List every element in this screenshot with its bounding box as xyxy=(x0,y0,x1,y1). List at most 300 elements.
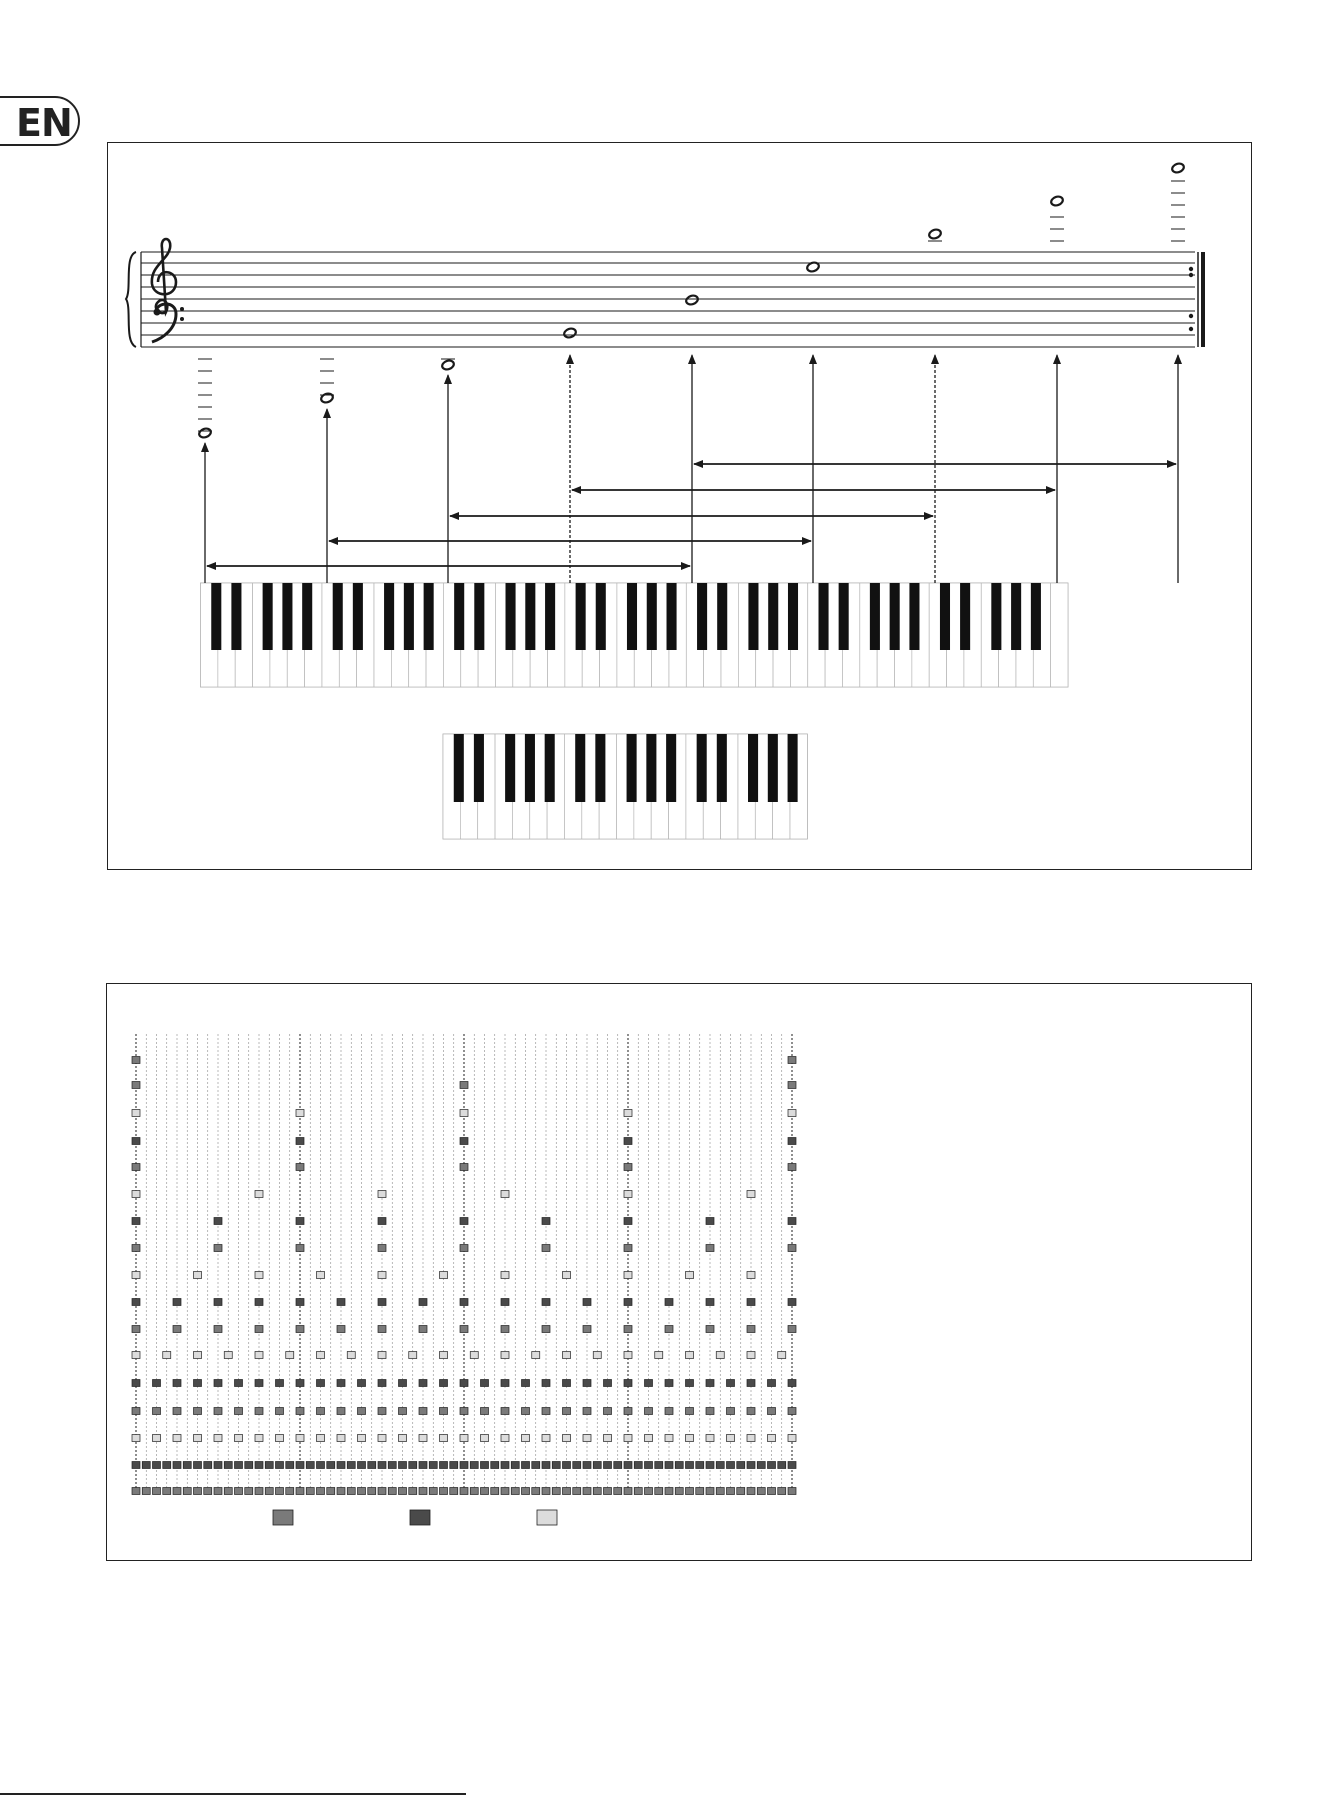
sequencer-cell xyxy=(511,1488,519,1495)
sequencer-cell xyxy=(706,1299,714,1306)
sequencer-cell xyxy=(614,1462,622,1469)
sequencer-cell xyxy=(153,1488,161,1495)
sequencer-cell xyxy=(788,1380,796,1387)
sequencer-cell xyxy=(624,1191,632,1198)
sequencer-cell xyxy=(747,1191,755,1198)
sequencer-cell xyxy=(563,1462,571,1469)
sequencer-cell xyxy=(716,1352,724,1359)
sequencer-cell xyxy=(173,1408,181,1415)
sequencer-cell xyxy=(604,1380,612,1387)
sequencer-cell xyxy=(788,1435,796,1442)
sequencer-cell xyxy=(788,1488,796,1495)
sequencer-cell xyxy=(747,1380,755,1387)
sequencer-cell xyxy=(460,1380,468,1387)
sequencer-cell xyxy=(235,1380,243,1387)
sequencer-cell xyxy=(214,1488,222,1495)
repeat-dot xyxy=(1189,273,1193,277)
black-key xyxy=(839,583,849,650)
black-key xyxy=(667,583,677,650)
black-key xyxy=(231,583,241,650)
sequencer-cell xyxy=(624,1462,632,1469)
black-key xyxy=(302,583,312,650)
sequencer-cell xyxy=(132,1299,140,1306)
sequencer-cell xyxy=(624,1218,632,1225)
sequencer-cell xyxy=(624,1110,632,1117)
sequencer-cell xyxy=(706,1326,714,1333)
note-col-2 xyxy=(320,392,334,404)
sequencer-cell xyxy=(470,1462,478,1469)
sequencer-cell xyxy=(491,1488,499,1495)
sequencer-cell xyxy=(624,1164,632,1171)
sequencer-cell xyxy=(624,1138,632,1145)
keyboard-small xyxy=(443,734,807,839)
sequencer-cell xyxy=(563,1380,571,1387)
sequencer-cell xyxy=(686,1408,694,1415)
sequencer-cell xyxy=(727,1408,735,1415)
sequencer-legend xyxy=(273,1510,557,1525)
sequencer-cell xyxy=(542,1326,550,1333)
sequencer-cell xyxy=(788,1218,796,1225)
sequencer-cell xyxy=(132,1191,140,1198)
sequencer-cell xyxy=(153,1380,161,1387)
sequencer-cell xyxy=(696,1462,704,1469)
sequencer-cell xyxy=(163,1352,171,1359)
sequencer-cell xyxy=(214,1299,222,1306)
bass-clef-dot xyxy=(180,317,184,321)
sequencer-cell xyxy=(378,1272,386,1279)
sequencer-cell xyxy=(768,1435,776,1442)
sequencer-cell xyxy=(255,1299,263,1306)
sequencer-cell xyxy=(778,1488,786,1495)
sequencer-cell xyxy=(132,1488,140,1495)
sequencer-cell xyxy=(788,1326,796,1333)
sequencer-cell xyxy=(235,1488,243,1495)
sequencer-cell xyxy=(583,1462,591,1469)
sequencer-cell xyxy=(573,1462,581,1469)
sequencer-cell xyxy=(153,1462,161,1469)
sequencer-cell xyxy=(419,1435,427,1442)
sequencer-cell xyxy=(460,1488,468,1495)
sequencer-cell xyxy=(686,1380,694,1387)
sequencer-cell xyxy=(378,1326,386,1333)
bass-clef-head xyxy=(154,309,161,316)
sequencer-cell xyxy=(706,1380,714,1387)
sequencer-cell xyxy=(440,1380,448,1387)
note-head xyxy=(685,294,699,306)
sequencer-cell xyxy=(265,1462,273,1469)
sequencer-cell xyxy=(491,1462,499,1469)
sequencer-cell xyxy=(634,1488,642,1495)
sequencer-cell xyxy=(511,1462,519,1469)
note-col-1 xyxy=(198,427,212,439)
sequencer-cell xyxy=(132,1164,140,1171)
black-key xyxy=(768,583,778,650)
black-key xyxy=(282,583,292,650)
sequencer-cell xyxy=(358,1462,366,1469)
sequencer-cell xyxy=(665,1435,673,1442)
sequencer-cell xyxy=(665,1408,673,1415)
black-key xyxy=(646,734,656,802)
sequencer-cell xyxy=(204,1462,212,1469)
ledgers-col-2 xyxy=(320,359,334,395)
sequencer-cell xyxy=(460,1110,468,1117)
legend-swatch-light xyxy=(537,1510,557,1525)
sequencer-cell xyxy=(716,1488,724,1495)
sequencer-cell xyxy=(747,1272,755,1279)
sequencer-cell xyxy=(296,1245,304,1252)
sequencer-cell xyxy=(409,1462,417,1469)
sequencer-cell xyxy=(460,1435,468,1442)
sequencer-cell xyxy=(173,1462,181,1469)
sequencer-cell xyxy=(173,1435,181,1442)
sequencer-cell xyxy=(665,1326,673,1333)
sequencer-cell xyxy=(409,1488,417,1495)
sequencer-cell xyxy=(378,1408,386,1415)
sequencer-cell xyxy=(337,1326,345,1333)
black-key xyxy=(506,583,516,650)
sequencer-cell xyxy=(296,1138,304,1145)
black-key xyxy=(909,583,919,650)
sequencer-cell xyxy=(194,1352,202,1359)
sequencer-cell xyxy=(686,1462,694,1469)
keyboard-main xyxy=(201,583,1069,687)
sequencer-cell xyxy=(296,1110,304,1117)
sequencer-cell xyxy=(788,1462,796,1469)
sequencer-cell xyxy=(440,1435,448,1442)
black-key xyxy=(596,583,606,650)
sequencer-cell xyxy=(563,1435,571,1442)
sequencer-cell xyxy=(224,1352,232,1359)
sequencer-cell xyxy=(460,1138,468,1145)
note-head xyxy=(198,427,212,439)
note-col-8 xyxy=(1050,195,1064,207)
sequencer-cell xyxy=(573,1488,581,1495)
sequencer-cell xyxy=(317,1488,325,1495)
sequencer-cell xyxy=(645,1408,653,1415)
sequencer-cell xyxy=(542,1488,550,1495)
sequencer-cell xyxy=(747,1326,755,1333)
note-col-5 xyxy=(685,294,699,306)
black-key xyxy=(717,734,727,802)
sequencer-cell xyxy=(296,1326,304,1333)
sequencer-cell xyxy=(440,1352,448,1359)
sequencer-cell xyxy=(624,1352,632,1359)
sequencer-cell xyxy=(624,1435,632,1442)
sequencer-cell xyxy=(388,1488,396,1495)
sequencer-cell xyxy=(593,1462,601,1469)
sequencer-cell xyxy=(173,1299,181,1306)
sequencer-cell xyxy=(337,1488,345,1495)
sequencer-cell xyxy=(522,1488,530,1495)
sequencer-cell xyxy=(173,1488,181,1495)
sequencer-cell xyxy=(194,1435,202,1442)
sequencer-cell xyxy=(378,1218,386,1225)
sequencer-cell xyxy=(358,1488,366,1495)
sequencer-cell xyxy=(532,1462,540,1469)
note-head xyxy=(320,392,334,404)
sequencer-cell xyxy=(214,1218,222,1225)
sequencer-cell xyxy=(583,1380,591,1387)
sequencer-cell xyxy=(727,1488,735,1495)
sequencer-cell xyxy=(655,1462,663,1469)
black-key xyxy=(211,583,221,650)
sequencer-cell xyxy=(727,1462,735,1469)
sequencer-cell xyxy=(655,1352,663,1359)
sequencer-cell xyxy=(153,1408,161,1415)
black-key xyxy=(576,583,586,650)
sequencer-cell xyxy=(450,1462,458,1469)
sequencer-cell xyxy=(399,1435,407,1442)
sequencer-cell xyxy=(194,1380,202,1387)
ledgers-col-1 xyxy=(198,359,212,431)
sequencer-cell xyxy=(132,1272,140,1279)
sequencer-cell xyxy=(347,1488,355,1495)
sequencer-cell xyxy=(706,1488,714,1495)
sequencer-cell xyxy=(378,1299,386,1306)
sequencer-cell xyxy=(778,1462,786,1469)
sequencer-cell xyxy=(235,1408,243,1415)
sequencer-cell xyxy=(440,1408,448,1415)
sequencer-cell xyxy=(481,1435,489,1442)
sequencer-cell xyxy=(460,1218,468,1225)
sequencer-cell xyxy=(296,1462,304,1469)
sequencer-cell xyxy=(501,1435,509,1442)
black-key xyxy=(505,734,515,802)
sequencer-cell xyxy=(757,1462,765,1469)
sequencer-cell xyxy=(368,1488,376,1495)
sequencer-cell xyxy=(583,1299,591,1306)
sequencer-cell xyxy=(460,1326,468,1333)
sequencer-cell xyxy=(727,1435,735,1442)
sequencer-cell xyxy=(624,1272,632,1279)
sequencer-cell xyxy=(788,1299,796,1306)
sequencer-cell xyxy=(706,1435,714,1442)
sequencer-cell xyxy=(645,1462,653,1469)
sequencer-cell xyxy=(173,1326,181,1333)
sequencer-cell xyxy=(440,1462,448,1469)
black-key xyxy=(627,583,637,650)
sequencer-cell xyxy=(460,1299,468,1306)
sequencer-cell xyxy=(132,1245,140,1252)
sequencer-cell xyxy=(686,1488,694,1495)
sequencer-cell xyxy=(501,1191,509,1198)
sequencer-cell xyxy=(686,1435,694,1442)
sequencer-cell xyxy=(429,1462,437,1469)
sequencer-cell xyxy=(265,1488,273,1495)
sequencer-cell xyxy=(696,1488,704,1495)
sequencer-cell xyxy=(665,1299,673,1306)
sequencer-cell xyxy=(593,1352,601,1359)
sequencer-cell xyxy=(194,1272,202,1279)
sequencer-cell xyxy=(768,1408,776,1415)
sequencer-cell xyxy=(501,1326,509,1333)
sequencer-cell xyxy=(296,1408,304,1415)
sequencer-cell xyxy=(245,1488,253,1495)
sequencer-cell xyxy=(552,1462,560,1469)
sequencer-cell xyxy=(276,1380,284,1387)
sequencer-cell xyxy=(429,1488,437,1495)
sequencer-cell xyxy=(296,1218,304,1225)
sequencer-cell xyxy=(306,1462,314,1469)
sequencer-cell xyxy=(481,1488,489,1495)
sequencer-cell xyxy=(358,1380,366,1387)
sequencer-cell xyxy=(337,1435,345,1442)
sequencer-cell xyxy=(419,1488,427,1495)
sequencer-cell xyxy=(768,1462,776,1469)
black-key xyxy=(647,583,657,650)
sequencer-cell xyxy=(501,1408,509,1415)
sequencer-cell xyxy=(358,1435,366,1442)
sequencer-cell xyxy=(645,1380,653,1387)
black-key xyxy=(666,734,676,802)
sequencer-cell xyxy=(317,1352,325,1359)
black-key xyxy=(788,583,798,650)
sequencer-cell xyxy=(194,1488,202,1495)
sequencer-cell xyxy=(788,1082,796,1089)
sequencer-cell xyxy=(399,1408,407,1415)
sequencer-cell xyxy=(286,1352,294,1359)
sequencer-cell xyxy=(522,1435,530,1442)
sequencer-cell xyxy=(419,1380,427,1387)
sequencer-cell xyxy=(276,1462,284,1469)
sequencer-cell xyxy=(542,1299,550,1306)
sequencer-cell xyxy=(552,1488,560,1495)
sequencer-cell xyxy=(378,1435,386,1442)
black-key xyxy=(545,734,555,802)
sequencer-cell xyxy=(255,1272,263,1279)
sequencer-cell xyxy=(593,1488,601,1495)
sequencer-cell xyxy=(337,1380,345,1387)
sequencer-cell xyxy=(245,1462,253,1469)
black-key xyxy=(384,583,394,650)
sequencer-cell xyxy=(481,1462,489,1469)
sequencer-cell xyxy=(378,1352,386,1359)
sequencer-cell xyxy=(255,1352,263,1359)
sequencer-cell xyxy=(378,1191,386,1198)
black-key xyxy=(333,583,343,650)
sequencer-cell xyxy=(686,1352,694,1359)
black-key xyxy=(1011,583,1021,650)
black-key xyxy=(454,734,464,802)
sequencer-cell xyxy=(747,1408,755,1415)
sequencer-cell xyxy=(604,1435,612,1442)
sequencer-cell xyxy=(235,1435,243,1442)
brace xyxy=(126,252,136,347)
sequencer-cell xyxy=(788,1110,796,1117)
black-key xyxy=(819,583,829,650)
sequencer-cell xyxy=(368,1462,376,1469)
sequencer-cell xyxy=(532,1352,540,1359)
sequencer-cell xyxy=(132,1057,140,1064)
ledgers-col-8 xyxy=(1050,217,1064,241)
black-key xyxy=(474,583,484,650)
sequencer-cell xyxy=(583,1488,591,1495)
sequencer-cell xyxy=(583,1408,591,1415)
sequencer-cell xyxy=(286,1488,294,1495)
sequencer-cell xyxy=(624,1326,632,1333)
sequencer-cell xyxy=(675,1488,683,1495)
sequencer-cell xyxy=(501,1380,509,1387)
sequencer-cell xyxy=(665,1462,673,1469)
end-bar-thick xyxy=(1201,252,1205,347)
sequencer-cell xyxy=(378,1462,386,1469)
sequencer-cell xyxy=(296,1164,304,1171)
note-head xyxy=(1050,195,1064,207)
black-key xyxy=(748,734,758,802)
sequencer-cell xyxy=(419,1299,427,1306)
black-key xyxy=(788,734,798,802)
sequencer-cell xyxy=(296,1488,304,1495)
note-head xyxy=(928,228,942,240)
sequencer-cell xyxy=(481,1408,489,1415)
sequencer-cell xyxy=(142,1462,150,1469)
black-key xyxy=(575,734,585,802)
black-key xyxy=(474,734,484,802)
sequencer-cell xyxy=(255,1326,263,1333)
sequencer-cell xyxy=(460,1082,468,1089)
sequencer-cell xyxy=(378,1380,386,1387)
note-col-4 xyxy=(563,327,577,339)
sequencer-cell xyxy=(183,1488,191,1495)
sequencer-cell xyxy=(173,1380,181,1387)
sequencer-cell xyxy=(532,1488,540,1495)
note-head xyxy=(1171,162,1185,174)
sequencer-cell xyxy=(337,1299,345,1306)
sequencer-cell xyxy=(347,1352,355,1359)
black-key xyxy=(525,583,535,650)
sequencer-cell xyxy=(501,1352,509,1359)
sequencer-cell xyxy=(542,1380,550,1387)
sequencer-cell xyxy=(132,1352,140,1359)
sequencer-cell xyxy=(542,1435,550,1442)
sequencer-cell xyxy=(183,1462,191,1469)
sequencer-cell xyxy=(132,1218,140,1225)
black-key xyxy=(991,583,1001,650)
sequencer-cell xyxy=(235,1462,243,1469)
sequencer-cell xyxy=(296,1299,304,1306)
sequencer-cell xyxy=(132,1462,140,1469)
sequencer-cell xyxy=(706,1408,714,1415)
sequencer-cell xyxy=(501,1272,509,1279)
sequencer-cell xyxy=(501,1299,509,1306)
sequencer-cell xyxy=(706,1462,714,1469)
black-key xyxy=(768,734,778,802)
sequencer-cell xyxy=(337,1462,345,1469)
sequencer-cell xyxy=(522,1380,530,1387)
sequencer-cell xyxy=(665,1380,673,1387)
sequencer-cell xyxy=(747,1299,755,1306)
note-col-3 xyxy=(441,359,455,371)
sequencer-cell xyxy=(747,1435,755,1442)
legend-swatch-dark xyxy=(410,1510,430,1525)
sequencer-cell xyxy=(276,1435,284,1442)
black-key xyxy=(1031,583,1041,650)
black-key xyxy=(960,583,970,650)
sequencer-cell xyxy=(204,1488,212,1495)
sequencer-cell xyxy=(419,1408,427,1415)
black-key xyxy=(870,583,880,650)
sequencer-cell xyxy=(306,1488,314,1495)
sequencer-cell xyxy=(665,1488,673,1495)
black-key xyxy=(717,583,727,650)
black-key xyxy=(697,583,707,650)
sequencer-cell xyxy=(460,1164,468,1171)
black-key xyxy=(263,583,273,650)
ledgers-col-9 xyxy=(1171,181,1185,241)
sequencer-cell xyxy=(214,1380,222,1387)
sequencer-cell xyxy=(132,1082,140,1089)
sequencer-cell xyxy=(563,1408,571,1415)
